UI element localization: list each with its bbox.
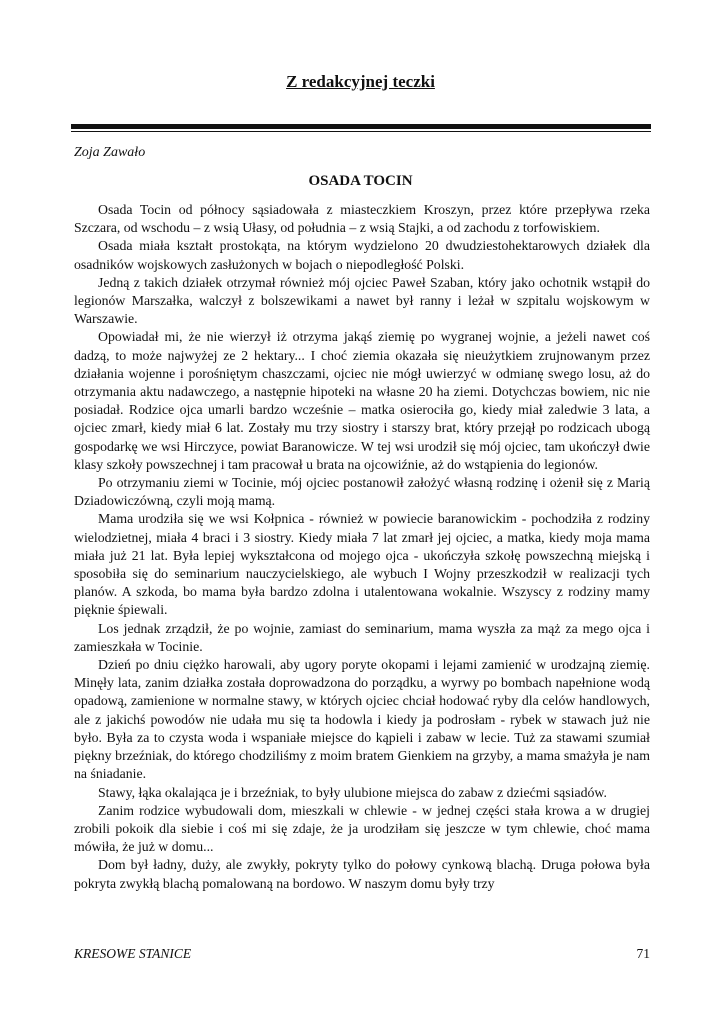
paragraph: Osada Tocin od północy sąsiadowała z miasteczkiem Kroszyn, przez które przepływa rzeka Szczara, od wschodu – z wsią Ułasy, od południa – z wsią Stajki, a od zachodu z torfowiskiem. <box>74 202 650 236</box>
page-number: 71 <box>636 946 650 961</box>
paragraph: Dom był ładny, duży, ale zwykły, pokryty tylko do połowy cynkową blachą. Druga połowa była pokryta zwykłą blachą pomalowaną na bordowo. W naszym domu były trzy <box>74 857 650 891</box>
footer-journal-name: KRESOWE STANICE <box>74 946 192 961</box>
paragraph: Stawy, łąka okalająca je i brzeźniak, to były ulubione miejsca do zabaw z dziećmi sąsiadów. <box>98 784 607 800</box>
paragraph: Los jednak zrządził, że po wojnie, zamiast do seminarium, mama wyszła za mąż za mego ojca i zamieszkała w Tocinie. <box>74 620 650 654</box>
paragraph: Zanim rodzice wybudowali dom, mieszkali w chlewie - w jednej części stała krowa a w drugiej zrobili pokoik dla siebie i coś mi się zdaje, że ja urodziłam się jeszcze w tym chlewie, choć mama mówiła, że już w domu... <box>74 802 650 855</box>
paragraph: Po otrzymaniu ziemi w Tocinie, mój ojciec postanowił założyć własną rodzinę i ożenił się z Marią Dziadowiczówną, czyli moją mamą. <box>74 475 650 509</box>
header-rule-thick <box>71 124 651 129</box>
article-body <box>74 201 650 893</box>
paragraph: Mama urodziła się we wsi Kołpnica - również w powiecie baranowickim - pochodziła z rodziny wielodzietnej, miała 4 braci i 3 siostry. Kiedy miała 7 lat zmarł jej ojciec, a matka, kiedy moja mama miała już 21 lat. Była lepiej wykształcona od mojego ojca - ukończyła szkołę powszechną miejską i sposobiła się do seminarium nauczycielskiego, ale wybuch I Wojny przeszkodził w realizacji tych planów. A szkoda, bo mama była bardzo zdolna i utalentowana wokalnie. Wszyscy z rodziny mamy pięknie śpiewali. <box>74 511 650 618</box>
paragraph: Dzień po dniu ciężko harowali, aby ugory poryte okopami i lejami zamienić w urodzajną ziemię. Minęły lata, zanim działka została doprowadzona do porządku, a wyrwy po bombach napełnione wodą opadową, zamienione w normalne stawy, w których ojciec chciał hodować ryby dla celów handlowych, ale z jakichś powodów nie udała mu się ta hodowla i kiedy ja podrosłam - rybek w stawach już nie było. Była za to czysta woda i wspaniałe miejsce do kąpieli i zabaw w lecie. Tuż za stawami szumiał piękny brzeźniak, do którego chodziliśmy z moim bratem Gienkiem na grzyby, a mama smażyła je nam na śniadanie. <box>74 657 650 782</box>
section-title: Z redakcyjnej teczki <box>286 72 435 91</box>
paragraph: Opowiadał mi, że nie wierzył iż otrzyma jakąś ziemię po wygranej wojnie, a jeżeli nawet coś dadzą, to może najwyżej ze 2 hektary... I choć ziemia okazała się nieużytkiem zrujnowanym przez działania wojenne i porośniętym chaszczami, ojciec nie mógł uwierzyć w odmianę swego losu, aż do otrzymania aktu nadawczego, a następnie hipoteki na własne 20 ha ziemi. Dotychczas bowiem, nic nie posiadał. Rodzice ojca umarli bardzo wcześnie – matka osierociła go, kiedy miał zaledwie 3 lata, a ojciec zmarł, kiedy miał 6 lat. Zostały mu trzy siostry i starszy brat, który przejął po rodzicach ubogą gospodarkę we wsi Hirczyce, powiat Baranowicze. W tej wsi urodził się mój ojciec, tam ukończył dwie klasy szkoły powszechnej i tam pracował u brata na ojcowiźnie, aż do wstąpienia do legionów. <box>74 329 650 472</box>
article-author: Zoja Zawało <box>74 145 146 160</box>
paragraph: Jedną z takich działek otrzymał również mój ojciec Paweł Szaban, który jako ochotnik wstąpił do legionów Marszałka, walczył z bolszewikami a nawet był ranny i leżał w szpitalu wojskowym w Warszawie. <box>74 274 650 327</box>
paragraph: Osada miała kształt prostokąta, na którym wydzielono 20 dwudziestohektarowych działek dla osadników wojskowych zasłużonych w bojach o niepodległość Polski. <box>74 238 650 272</box>
header-rule-thin <box>71 131 651 132</box>
article-title: OSADA TOCIN <box>308 173 413 189</box>
